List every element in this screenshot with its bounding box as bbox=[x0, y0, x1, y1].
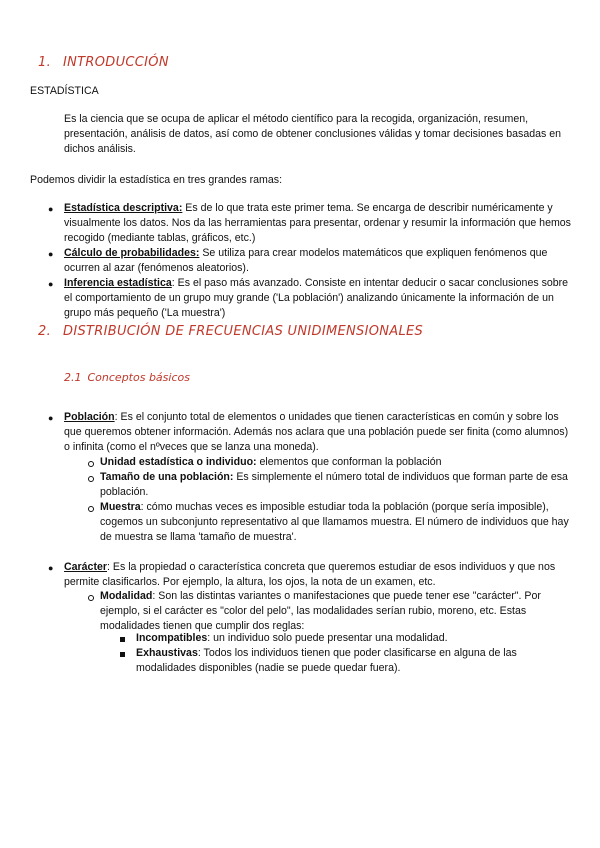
bullet-icon: ● bbox=[48, 204, 54, 214]
section-2-1-heading bbox=[64, 371, 190, 384]
bullet-icon: ● bbox=[48, 413, 54, 423]
circle-bullet-icon bbox=[88, 461, 94, 467]
section-title: Conceptos básicos bbox=[87, 371, 190, 384]
section-title: INTRODUCCIÓN bbox=[63, 55, 169, 70]
ramas-intro: Podemos dividir la estadística en tres grandes ramas: bbox=[30, 174, 283, 186]
concept-term: Tamaño de una población: bbox=[100, 471, 234, 483]
section-number: 2. bbox=[38, 324, 52, 339]
list-item: Muestra: cómo muchas veces es imposible estudiar toda la población (porque sería imposible), cogemos un subconjunto representativo al que llamamos muestra. El número de individuos que hay de muestra se llama 'tamaño de muestra'. bbox=[100, 501, 569, 543]
rama-term: Cálculo de probabilidades: bbox=[64, 247, 200, 259]
concept-term: Incompatibles bbox=[136, 632, 208, 644]
rama-term: Estadística descriptiva: bbox=[64, 202, 183, 214]
concept-term: Exhaustivas bbox=[136, 647, 198, 659]
section-title: DISTRIBUCIÓN DE FRECUENCIAS UNIDIMENSIONALES bbox=[63, 324, 424, 339]
rama-term: Inferencia estadística bbox=[64, 277, 172, 289]
section-number: 2.1 bbox=[64, 371, 82, 384]
circle-bullet-icon bbox=[88, 506, 94, 512]
list-item: Modalidad: Son las distintas variantes o manifestaciones que puede tener ese "carácter". Por ejemplo, si el carácter es "color del pelo", las modalidades serían rubio, moreno, etc. Estas modalidades tienen que cumplir dos reglas: bbox=[100, 590, 541, 632]
section-number: 1. bbox=[38, 55, 52, 70]
list-item: Estadística descriptiva: Es de lo que trata este primer tema. Se encarga de describir numéricamente y visualmente los datos. Nos da las herramientas para presentar, ordenar y resumir la información que hemos recogido (mediante tablas, gráficos, etc.) bbox=[64, 202, 571, 244]
list-item: Exhaustivas: Todos los individuos tienen que poder clasificarse en alguna de las modalidades disponibles (nadie se puede quedar fuera). bbox=[136, 647, 517, 674]
bullet-icon: ● bbox=[48, 279, 54, 289]
square-bullet-icon bbox=[120, 652, 125, 657]
circle-bullet-icon bbox=[88, 595, 94, 601]
concept-term: Población bbox=[64, 411, 115, 423]
list-item: Tamaño de una población: Es simplemente el número total de individuos que forman parte de esa población. bbox=[100, 471, 568, 498]
list-item: Unidad estadística o individuo: elementos que conforman la población bbox=[100, 456, 442, 468]
list-item: Inferencia estadística: Es el paso más avanzado. Consiste en intentar deducir o sacar conclusiones sobre el comportamiento de un grupo muy grande ('La población') analizando únicamente la información de un grupo más pequeño ('La muestra') bbox=[64, 277, 569, 319]
circle-bullet-icon bbox=[88, 476, 94, 482]
section-2-heading bbox=[38, 324, 423, 339]
concept-term: Muestra bbox=[100, 501, 141, 513]
list-item: Incompatibles: un individuo solo puede presentar una modalidad. bbox=[136, 632, 448, 644]
section-1-heading bbox=[38, 55, 169, 70]
bullet-icon: ● bbox=[48, 563, 54, 573]
concept-term: Modalidad bbox=[100, 590, 153, 602]
bullet-icon: ● bbox=[48, 249, 54, 259]
concept-term: Unidad estadística o individuo: bbox=[100, 456, 257, 468]
list-item: Cálculo de probabilidades: Se utiliza para crear modelos matemáticos que expliquen fenómenos que ocurren al azar (fenómenos aleatorios). bbox=[64, 247, 548, 274]
estadistica-heading: ESTADÍSTICA bbox=[30, 85, 99, 97]
list-item: Carácter: Es la propiedad o característica concreta que queremos estudiar de esos individuos y que nos permite clasificarlos. Por ejemplo, la altura, los ojos, la nota de un examen, etc. bbox=[64, 561, 556, 588]
concept-term: Carácter bbox=[64, 561, 107, 573]
square-bullet-icon bbox=[120, 637, 125, 642]
definition-paragraph: Es la ciencia que se ocupa de aplicar el método científico para la recogida, organización, resumen, presentación, análisis de datos, así como de obtener conclusiones válidas y tomar decisiones basadas en dichos análisis. bbox=[64, 113, 562, 155]
list-item: Población: Es el conjunto total de elementos o unidades que tienen características en común y sobre los que queremos obtener información. Además nos aclara que una población puede ser finita (como alumnos) o infinita (como el nºveces que se lanza una moneda). bbox=[64, 411, 569, 453]
